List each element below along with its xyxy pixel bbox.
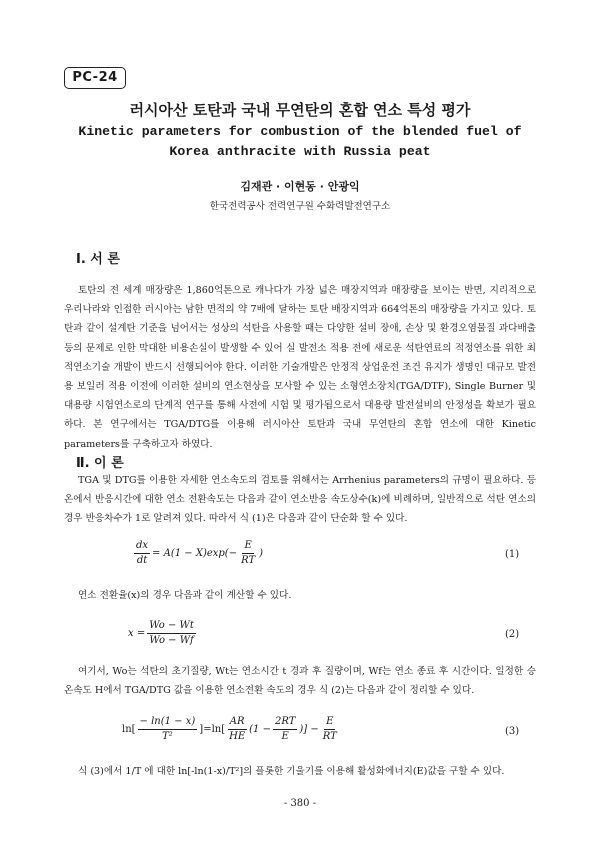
intro-paragraph: 토탄의 전 세계 매장량은 1,860억톤으로 캐나다가 가장 넓은 매장지역과 매장량을 보이는 반면, 지리적으로 우리나라와 인접한 러시아는 남한 면적의 약 7배에 달하는 토탄 배장지역과 664억톤의 매장량을 가지고 있다. 토탄과 같이 설계탄 기준을 넘어서는 성상의 석탄을 사용할 때는 다양한 설비 장애, 손상 및 환경오염물질 과다배출 등의 문제로 인한 막대한 비용손실이 발생할 수 있어 실 발전소 적용 전에 새로운 석탄연료의 적정연소를 위한 최적연소기술 개발이 반드시 선행되어야 한다. 이러한 기술개발은 안정적 상업운전 조건 유지가 생명인 대규모 발전용 보일러 적용 이전에 이러한 설비의 연소현상을 모사할 수 있는 소형연소장치(TGA/DTF), Single Burner 및 대용량 시험연소로의 단계적 연구를 통해 사전에 시험 및 평가됨으로서 대용량 발전설비의 안정성을 확보가 필요하다. 본 연구에서는 TGA/DTG를 이용해 러시아산 토탄과 국내 무연탄의 혼합 연소에 대한 Kinetic parameters를 구축하고자 하였다. [64, 285, 536, 450]
paper-id-badge: PC-24 [64, 67, 126, 89]
eq3-mid: ]=ln[ [199, 724, 226, 735]
title-english: Kinetic parameters for combustion of the blended fuel of Korea anthracite with Russia peat [78, 124, 522, 159]
eq1-close: ) [259, 548, 264, 559]
eq3-fraction-2 [227, 716, 247, 743]
equation-2-number: (2) [505, 629, 520, 640]
eq3-denominator-3: E [281, 731, 289, 742]
eq1-inner-fraction [239, 540, 257, 567]
eq3-numerator-4: E [324, 716, 335, 730]
eq3-denominator-2: HE [229, 731, 246, 742]
eq1-inner-numerator: E [242, 540, 253, 554]
equation-1 [132, 540, 263, 567]
eq1-rhs: = A(1 − X)exp(− [152, 548, 238, 559]
eq3-fraction-3 [273, 716, 297, 743]
equation-2 [128, 620, 198, 647]
authors: 김재관 · 이현동 · 안광익 [240, 180, 360, 193]
eq3-numerator-2: AR [228, 716, 247, 730]
eq1-inner-denominator: RT [241, 555, 256, 566]
page-number: - 380 - [283, 798, 317, 809]
theory-paragraph-3: 여기서, Wo는 석탄의 초기질량, Wt는 연소시간 t 경과 후 질량이며, Wf는 연소 종료 후 시간이다. 일정한 승온속도 H에서 TGA/DTG 값을 이용한 연소전환 속도의 경우 식 (2)는 다음과 같이 정리할 수 있다. [64, 666, 536, 697]
eq1-fraction [134, 540, 150, 567]
theory-paragraph-4: 식 (3)에서 1/T 에 대한 ln[-ln(1-x)/T²]의 플롯한 기울기를 이용해 활성화에너지(E)값을 구할 수 있다. [78, 766, 505, 777]
section-heading-theory: Ⅱ. 이 론 [76, 456, 124, 471]
eq3-fraction-4 [321, 716, 339, 743]
equation-3-number: (3) [505, 726, 520, 737]
eq3-numerator-1: − ln(1 − x) [138, 716, 198, 730]
eq2-lhs: x = [128, 628, 146, 639]
eq1-numerator: dx [134, 540, 150, 554]
eq3-numerator-3: 2RT [273, 716, 297, 730]
section-heading-intro: Ⅰ. 서 론 [76, 252, 120, 267]
eq3-paren: (1 − [249, 724, 271, 735]
theory-paragraph-1: TGA 및 DTG를 이용한 자세한 연소속도의 검토를 위해서는 Arrhenius parameters의 규명이 필요하다. 등온에서 반응시간에 대한 연소 전환속도는 다음과 같이 연소반응 속도상수(k)에 비례하며, 일반적으로 석탄 연소의 경우 반응차수가 1로 알려져 있다. 따라서 식 (1)은 다음과 같이 단순화 할 수 있다. [64, 475, 536, 525]
equation-3 [122, 716, 341, 743]
eq3-denominator-4: RT [322, 731, 337, 742]
eq3-denominator-1: T² [162, 731, 173, 742]
eq2-numerator: Wo − Wt [147, 620, 196, 634]
eq2-denominator: Wo − Wf [149, 635, 194, 646]
theory-paragraph-2: 연소 전환율(x)의 경우 다음과 같이 계산할 수 있다. [78, 590, 292, 601]
eq3-fraction-1 [138, 716, 198, 743]
equation-1-number: (1) [505, 549, 520, 560]
title-korean: 러시아산 토탄과 국내 무연탄의 혼합 연소 특성 평가 [129, 101, 471, 119]
eq3-close: )] − [299, 724, 319, 735]
eq3-ln-open: ln[ [122, 724, 136, 735]
eq2-fraction [147, 620, 196, 647]
eq1-denominator: dt [136, 555, 148, 566]
affiliation: 한국전력공사 전력연구원 수화력발전연구소 [209, 201, 391, 212]
